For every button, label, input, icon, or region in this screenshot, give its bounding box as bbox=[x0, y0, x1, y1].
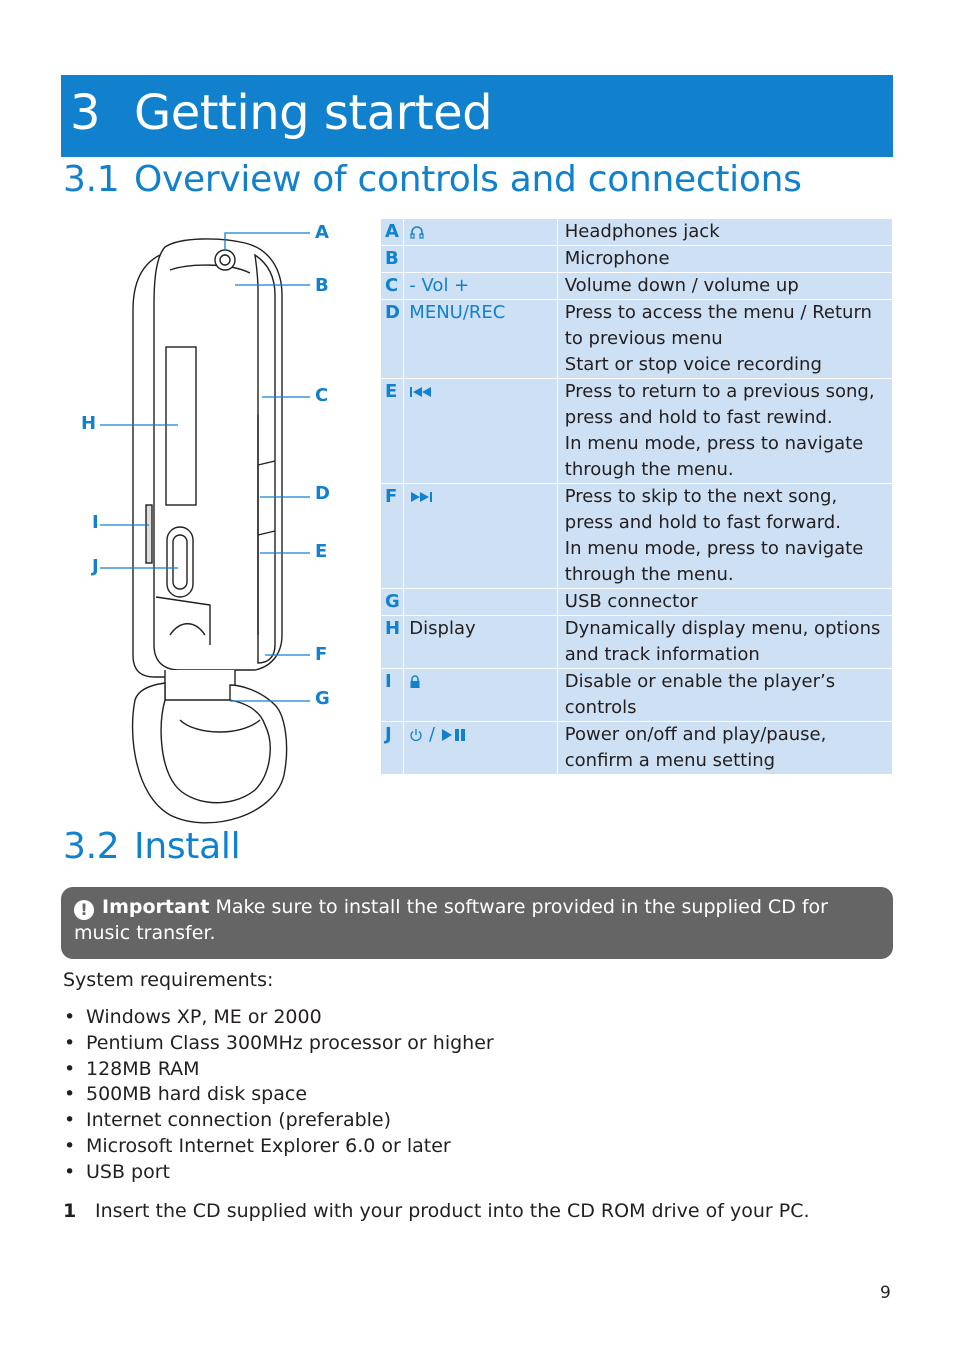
callout-a: A bbox=[315, 222, 329, 243]
table-row bbox=[381, 616, 893, 669]
description-line: and track information bbox=[564, 644, 760, 665]
row-description bbox=[557, 300, 892, 379]
previous-track-icon bbox=[409, 386, 433, 398]
list-item: • Windows XP, ME or 2000 bbox=[63, 1005, 494, 1031]
page-number: 9 bbox=[880, 1283, 891, 1303]
row-description bbox=[557, 589, 892, 616]
table-row bbox=[381, 722, 893, 775]
row-key: C bbox=[381, 273, 404, 300]
table-row bbox=[381, 300, 893, 379]
callout-g: G bbox=[315, 688, 330, 709]
player-illustration bbox=[70, 215, 370, 825]
table-row bbox=[381, 589, 893, 616]
system-requirements-label: System requirements: bbox=[63, 969, 274, 991]
row-key: G bbox=[381, 589, 404, 616]
row-control bbox=[404, 379, 557, 484]
section-3-1-title bbox=[63, 158, 802, 202]
section-title-text: Install bbox=[134, 826, 241, 867]
table-row bbox=[381, 669, 893, 722]
list-item: • 500MB hard disk space bbox=[63, 1082, 494, 1108]
install-step-1 bbox=[63, 1198, 810, 1224]
row-description bbox=[557, 273, 892, 300]
callout-b: B bbox=[315, 275, 329, 296]
list-item: • Pentium Class 300MHz processor or higher bbox=[63, 1031, 494, 1057]
row-control: Display bbox=[404, 616, 557, 669]
table-row bbox=[381, 484, 893, 589]
table-row bbox=[381, 219, 893, 246]
list-item: • Internet connection (preferable) bbox=[63, 1108, 494, 1134]
description-line: Press to access the menu / Return bbox=[564, 302, 872, 323]
player-diagram bbox=[70, 215, 370, 825]
description-line: press and hold to fast forward. bbox=[564, 512, 841, 533]
power-icon bbox=[409, 728, 423, 742]
list-item: • 128MB RAM bbox=[63, 1057, 494, 1083]
row-key: B bbox=[381, 246, 404, 273]
row-key: J bbox=[381, 722, 404, 775]
callout-h: H bbox=[81, 413, 97, 434]
important-label: Important bbox=[102, 896, 210, 918]
callout-j: J bbox=[92, 556, 99, 577]
section-number: 3.2 bbox=[63, 826, 120, 867]
row-control bbox=[404, 669, 557, 722]
chapter-title-text: Getting started bbox=[134, 85, 493, 141]
callout-c: C bbox=[315, 385, 329, 406]
description-line: Dynamically display menu, options bbox=[564, 618, 881, 639]
list-item: • USB port bbox=[63, 1160, 494, 1186]
row-description bbox=[557, 219, 892, 246]
row-key: H bbox=[381, 616, 404, 669]
callout-i: I bbox=[92, 512, 99, 533]
exclamation-icon: ! bbox=[74, 900, 94, 920]
row-control bbox=[404, 246, 557, 273]
chapter-number: 3 bbox=[70, 85, 101, 141]
row-description bbox=[557, 379, 892, 484]
row-description bbox=[557, 616, 892, 669]
controls-table bbox=[380, 218, 893, 775]
description-line: Start or stop voice recording bbox=[564, 354, 822, 375]
row-control: - Vol + bbox=[404, 273, 557, 300]
next-track-icon bbox=[409, 491, 433, 503]
description-line: through the menu. bbox=[564, 564, 734, 585]
row-key: F bbox=[381, 484, 404, 589]
important-note bbox=[61, 887, 893, 959]
description-line: Microphone bbox=[564, 248, 670, 269]
step-text: Insert the CD supplied with your product into the CD ROM drive of your PC. bbox=[95, 1200, 810, 1222]
headphones-icon bbox=[409, 224, 425, 240]
description-line: Press to return to a previous song, bbox=[564, 381, 875, 402]
requirements-list bbox=[63, 1005, 494, 1186]
description-line: to previous menu bbox=[564, 328, 723, 349]
description-line: Press to skip to the next song, bbox=[564, 486, 838, 507]
section-3-2-title bbox=[63, 825, 240, 869]
callout-f: F bbox=[315, 644, 328, 665]
table-row bbox=[381, 379, 893, 484]
important-text: Make sure to install the software provided in the supplied CD for music transfer. bbox=[74, 896, 828, 944]
row-description bbox=[557, 669, 892, 722]
callout-e: E bbox=[315, 541, 328, 562]
description-line: Volume down / volume up bbox=[564, 275, 799, 296]
row-key: D bbox=[381, 300, 404, 379]
chapter-title bbox=[70, 78, 492, 148]
table-row bbox=[381, 273, 893, 300]
description-line: press and hold to fast rewind. bbox=[564, 407, 833, 428]
section-title-text: Overview of controls and connections bbox=[134, 159, 802, 200]
description-line: controls bbox=[564, 697, 637, 718]
description-line: Headphones jack bbox=[564, 221, 720, 242]
lock-icon bbox=[409, 675, 421, 689]
description-line: In menu mode, press to navigate bbox=[564, 538, 864, 559]
row-key: A bbox=[381, 219, 404, 246]
description-line: through the menu. bbox=[564, 459, 734, 480]
table-row bbox=[381, 246, 893, 273]
description-line: Disable or enable the player’s bbox=[564, 671, 836, 692]
row-control bbox=[404, 219, 557, 246]
row-description bbox=[557, 246, 892, 273]
description-line: In menu mode, press to navigate bbox=[564, 433, 864, 454]
row-control bbox=[404, 589, 557, 616]
step-number: 1 bbox=[63, 1200, 77, 1222]
row-key: E bbox=[381, 379, 404, 484]
section-number: 3.1 bbox=[63, 159, 120, 200]
row-description bbox=[557, 722, 892, 775]
description-line: Power on/off and play/pause, bbox=[564, 724, 827, 745]
description-line: confirm a menu setting bbox=[564, 750, 776, 771]
control-separator: / bbox=[423, 724, 441, 745]
callout-d: D bbox=[315, 483, 330, 504]
row-key: I bbox=[381, 669, 404, 722]
list-item: • Microsoft Internet Explorer 6.0 or later bbox=[63, 1134, 494, 1160]
row-control bbox=[404, 722, 557, 775]
row-control: MENU/REC bbox=[404, 300, 557, 379]
row-description bbox=[557, 484, 892, 589]
description-line: USB connector bbox=[564, 591, 698, 612]
row-control bbox=[404, 484, 557, 589]
play-pause-icon bbox=[441, 728, 467, 742]
